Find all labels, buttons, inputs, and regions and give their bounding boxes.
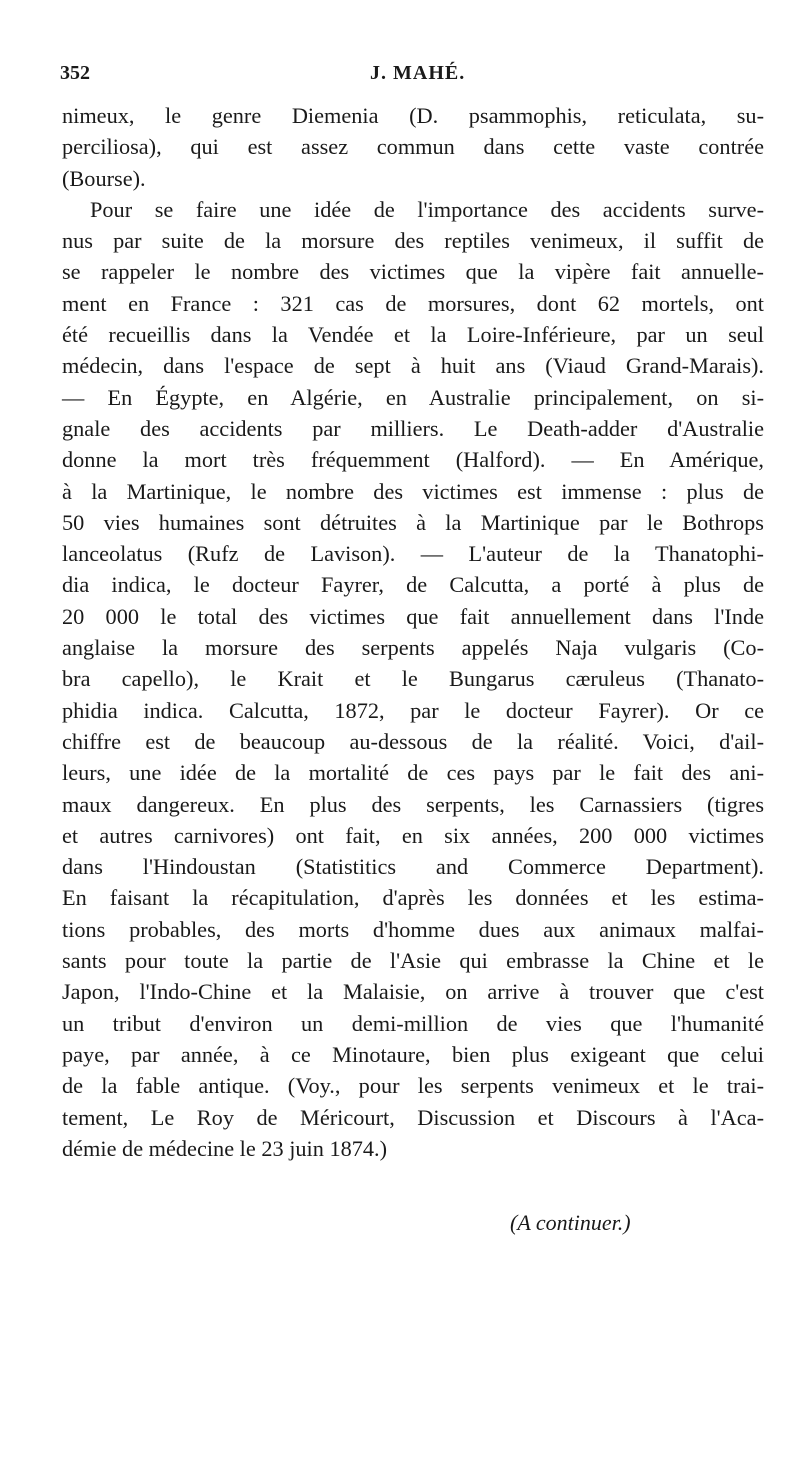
text-line: sants pour toute la partie de l'Asie qui embrasse la Chine et le [62, 948, 764, 974]
text-line: phidia indica. Calcutta, 1872, par le docteur Fayrer). Or ce [62, 697, 764, 723]
text-line: 20 000 le total des victimes que fait annuellement dans l'Inde [62, 603, 764, 629]
text-line: Pour se faire une idée de l'importance des accidents surve- [90, 196, 764, 222]
text-line: médecin, dans l'espace de sept à huit ans (Viaud Grand-Marais). [62, 353, 764, 379]
text-line: paye, par année, à ce Minotaure, bien plus exigeant que celui [62, 1041, 764, 1067]
text-line: — En Égypte, en Algérie, en Australie principalement, on si- [62, 384, 764, 410]
text-line: (Bourse). [62, 165, 146, 191]
text-line: ment en France : 321 cas de morsures, dont 62 mortels, ont [62, 290, 764, 316]
text-line: dans l'Hindoustan (Statistitics and Commerce Department). [62, 854, 764, 880]
text-line: bra capello), le Krait et le Bungarus cæruleus (Thanato- [62, 666, 764, 692]
text-line: de la fable antique. (Voy., pour les serpents venimeux et le trai- [62, 1073, 764, 1099]
body-text [62, 100, 764, 1164]
text-line: se rappeler le nombre des victimes que la vipère fait annuelle- [62, 259, 764, 285]
text-line: maux dangereux. En plus des serpents, les Carnassiers (tigres [62, 791, 764, 817]
text-line: perciliosa), qui est assez commun dans cette vaste contrée [62, 134, 764, 160]
continue-note: (A continuer.) [510, 1210, 631, 1235]
text-line: dia indica, le docteur Fayrer, de Calcutta, a porté à plus de [62, 572, 764, 598]
text-line: tions probables, des morts d'homme dues aux animaux malfai- [62, 916, 764, 942]
text-line: un tribut d'environ un demi-million de vies que l'humanité [62, 1010, 764, 1036]
page-header [60, 62, 760, 92]
text-line: été recueillis dans la Vendée et la Loire-Inférieure, par un seul [62, 322, 764, 348]
text-line: et autres carnivores) ont fait, en six années, 200 000 victimes [62, 822, 764, 848]
text-line: chiffre est de beaucoup au-dessous de la réalité. Voici, d'ail- [62, 728, 764, 754]
text-line: lanceolatus (Rufz de Lavison). — L'auteur de la Thanatophi- [62, 541, 764, 567]
text-line: nimeux, le genre Diemenia (D. psammophis, reticulata, su- [62, 103, 764, 128]
page-number: 352 [60, 62, 90, 84]
text-line: En faisant la récapitulation, d'après les données et les estima- [62, 885, 764, 911]
text-line: donne la mort très fréquemment (Halford). — En Amérique, [62, 447, 764, 473]
text-line: leurs, une idée de la mortalité de ces pays par le fait des ani- [62, 760, 764, 786]
text-line: à la Martinique, le nombre des victimes est immense : plus de [62, 478, 764, 504]
text-line: nus par suite de la morsure des reptiles venimeux, il suffit de [62, 228, 764, 254]
text-line: gnale des accidents par milliers. Le Death-adder d'Australie [62, 415, 764, 441]
text-line: démie de médecine le 23 juin 1874.) [62, 1135, 388, 1161]
text-line: Japon, l'Indo-Chine et la Malaisie, on arrive à trouver que c'est [62, 979, 764, 1005]
text-line: anglaise la morsure des serpents appelés Naja vulgaris (Co- [62, 635, 764, 661]
text-line: 50 vies humaines sont détruites à la Martinique par le Bothrops [62, 509, 764, 535]
text-line: tement, Le Roy de Méricourt, Discussion et Discours à l'Aca- [62, 1104, 764, 1130]
running-head: J. MAHÉ. [370, 62, 466, 84]
